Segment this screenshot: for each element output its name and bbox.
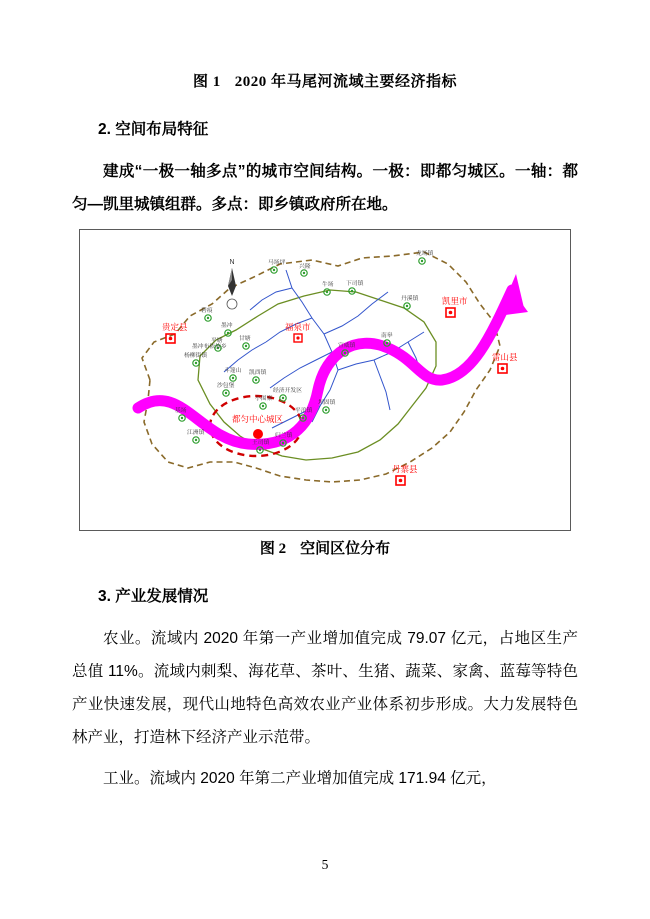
- figure2-caption: [72, 537, 578, 558]
- figure2-map: [79, 229, 571, 531]
- svg-text:甘塘: 甘塘: [239, 336, 251, 342]
- svg-text:牛场: 牛场: [322, 282, 334, 288]
- svg-text:雷山县: 雷山县: [492, 352, 518, 362]
- svg-text:杨柳街镇: 杨柳街镇: [184, 353, 208, 359]
- svg-text:江洲镇: 江洲镇: [187, 430, 205, 436]
- section3-paragraph2: 工业。流域内 2020 年第二产业增加值完成 171.94 亿元，: [103, 770, 497, 787]
- svg-text:丹溪镇: 丹溪镇: [401, 296, 419, 302]
- svg-text:经济开发区: 经济开发区: [273, 388, 302, 394]
- compass-icon: [227, 259, 237, 309]
- svg-text:归兰镇: 归兰镇: [275, 433, 293, 439]
- figure2-text: 空间区位分布: [300, 541, 391, 557]
- svg-text:平浪镇: 平浪镇: [295, 408, 313, 414]
- svg-text:N: N: [229, 259, 235, 266]
- svg-text:沙包堡: 沙包堡: [217, 383, 235, 389]
- section2-heading: 2. 空间布局特征: [98, 121, 209, 138]
- svg-text:马场坪: 马场坪: [268, 260, 286, 266]
- section3-heading: 3. 产业发展情况: [98, 588, 209, 605]
- map-graphic: [80, 230, 570, 530]
- svg-text:平塘: 平塘: [211, 338, 223, 344]
- figure1-caption: [72, 70, 578, 91]
- figure1-label: 图 1: [192, 74, 221, 90]
- section2-paragraph: [72, 155, 578, 221]
- city-markers: [166, 308, 507, 485]
- svg-text:都匀中心城区: 都匀中心城区: [232, 414, 284, 424]
- svg-text:凯里市: 凯里市: [442, 296, 468, 306]
- svg-text:基场: 基场: [175, 408, 187, 414]
- section3-paragraph1: 农业。流域内 2020 年第一产业增加值完成 79.07 亿元，占地区生产总值 11%。流域内刺梨、海花草、茶叶、生猪、蔬菜、家禽、蓝莓等特色产业快速发展，现代山地特色高效农业产业体系初步形成。大力发展特色林产业，打造林下经济产业示范带。: [72, 630, 578, 746]
- svg-text:龙场镇: 龙场镇: [416, 251, 434, 257]
- svg-text:小围寨: 小围寨: [255, 396, 273, 402]
- city-labels: [162, 296, 518, 474]
- svg-text:福泉市: 福泉市: [285, 322, 311, 332]
- figure1-text: 2020 年马尾河流域主要经济指标: [234, 74, 458, 90]
- svg-text:贵定县: 贵定县: [162, 322, 188, 332]
- page-number: 5: [321, 857, 329, 872]
- section2-paragraph-text: 建成“一极一轴多点”的城市空间结构。一极：即都匀城区。一轴：都匀—凯里城镇组群。多点：即乡镇政府所在地。: [72, 163, 578, 213]
- svg-text:王司镇: 王司镇: [252, 440, 270, 446]
- svg-text:墨冲: 墨冲: [221, 323, 233, 329]
- figure2-label: 图 2: [259, 541, 287, 557]
- svg-text:斗篷山: 斗篷山: [224, 368, 242, 374]
- svg-text:坝固镇: 坝固镇: [318, 400, 336, 406]
- svg-text:宣威镇: 宣威镇: [338, 343, 356, 349]
- svg-text:碧痕: 碧痕: [201, 308, 213, 314]
- svg-text:凯酉镇: 凯酉镇: [249, 370, 267, 376]
- svg-text:丹寨县: 丹寨县: [392, 464, 418, 474]
- svg-text:南皋: 南皋: [381, 333, 393, 339]
- svg-text:墨冲布依族乡: 墨冲布依族乡: [192, 344, 227, 350]
- svg-text:兴隆: 兴隆: [299, 264, 311, 270]
- svg-text:下司镇: 下司镇: [346, 281, 364, 287]
